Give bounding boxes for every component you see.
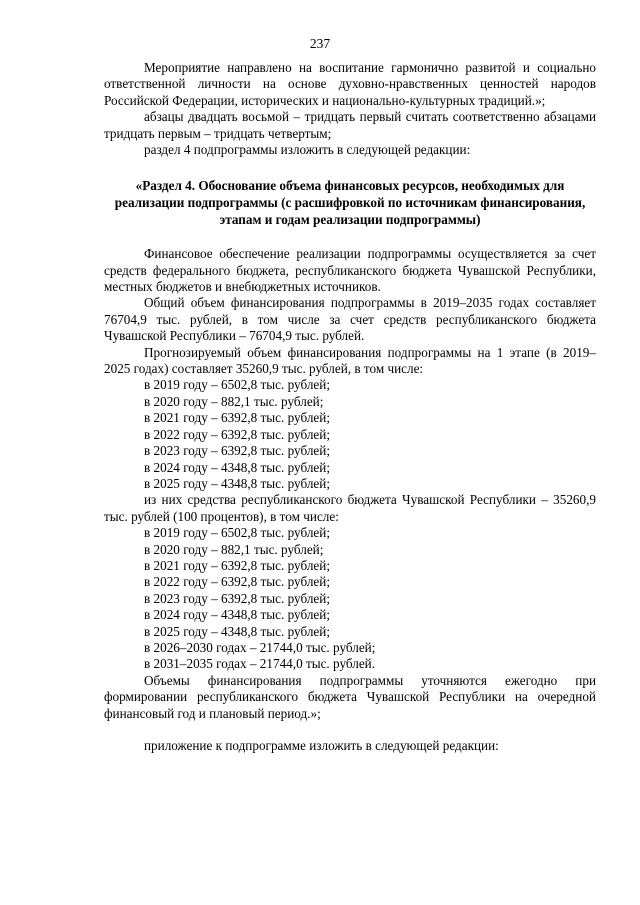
- list-item: в 2023 году – 6392,8 тыс. рублей;: [144, 443, 330, 459]
- section-paragraph-3: Прогнозируемый объем финансирования подпрограммы на 1 этапе (в 2019–2025 годах) составляет 35260,9 тыс. рублей, в том числе:: [104, 344, 596, 377]
- list-item: в 2025 году – 4348,8 тыс. рублей;: [144, 475, 330, 491]
- list-item: в 2022 году – 6392,8 тыс. рублей;: [144, 426, 330, 442]
- list-item: в 2031–2035 годах – 21744,0 тыс. рублей.: [144, 656, 376, 672]
- section-heading: «Раздел 4. Обоснование объема финансовых ресурсов, необходимых для реализации подпрограммы (с расшифровкой по источникам финансирования, этапам и годам реализации подпрограммы): [114, 178, 586, 227]
- list-item: в 2021 году – 6392,8 тыс. рублей;: [144, 557, 330, 573]
- intro-paragraph-1: Мероприятие направлено на воспитание гармонично развитой и социально ответственной личности на основе духовно-нравственных ценностей народов Российской Федерации, исторических и национально-культурных традиций.»;: [104, 60, 596, 108]
- section-paragraph-5: Объемы финансирования подпрограммы уточняются ежегодно при формировании республиканского бюджета Чувашской Республики на очередной финансовый год и плановый период.»;: [104, 672, 596, 721]
- list-item: в 2024 году – 4348,8 тыс. рублей;: [144, 607, 330, 623]
- list-item: в 2021 году – 6392,8 тыс. рублей;: [144, 410, 330, 426]
- list-item: в 2020 году – 882,1 тыс. рублей;: [144, 393, 324, 409]
- intro-paragraph-2: абзацы двадцать восьмой – тридцать первый считать соответственно абзацами тридцать первым – тридцать четвертым;: [104, 109, 596, 141]
- list-item: в 2026–2030 годах – 21744,0 тыс. рублей;: [144, 639, 376, 655]
- list-item: в 2024 году – 4348,8 тыс. рублей;: [144, 459, 330, 475]
- section-paragraph-1: Финансовое обеспечение реализации подпрограммы осуществляется за счет средств федерального бюджета, республиканского бюджета Чувашской Республики, местных бюджетов и внебюджетных источников.: [104, 246, 596, 295]
- section-paragraph-4: из них средства республиканского бюджета Чувашской Республики – 35260,9 тыс. рублей (100 процентов), в том числе:: [104, 492, 596, 524]
- list-item: в 2019 году – 6502,8 тыс. рублей;: [144, 377, 330, 393]
- intro-paragraph-3: раздел 4 подпрограммы изложить в следующей редакции:: [144, 142, 471, 158]
- spacer: [104, 722, 596, 738]
- list-item: в 2023 году – 6392,8 тыс. рублей;: [144, 590, 330, 606]
- list-item: в 2025 году – 4348,8 тыс. рублей;: [144, 623, 330, 639]
- final-paragraph: приложение к подпрограмме изложить в следующей редакции:: [144, 738, 499, 753]
- republic-budget-list: [104, 525, 596, 673]
- page-number: 237: [309, 36, 331, 51]
- document-body: [104, 60, 596, 754]
- section-paragraph-2: Общий объем финансирования подпрограммы в 2019–2035 годах составляет 76704,9 тыс. рублей, в том числе за счет средств республиканского бюджета Чувашской Республики – 76704,9 тыс. рублей.: [104, 295, 596, 344]
- stage1-list: [104, 377, 596, 492]
- list-item: в 2022 году – 6392,8 тыс. рублей;: [144, 574, 330, 590]
- list-item: в 2020 году – 882,1 тыс. рублей;: [144, 541, 324, 557]
- list-item: в 2019 году – 6502,8 тыс. рублей;: [144, 525, 330, 541]
